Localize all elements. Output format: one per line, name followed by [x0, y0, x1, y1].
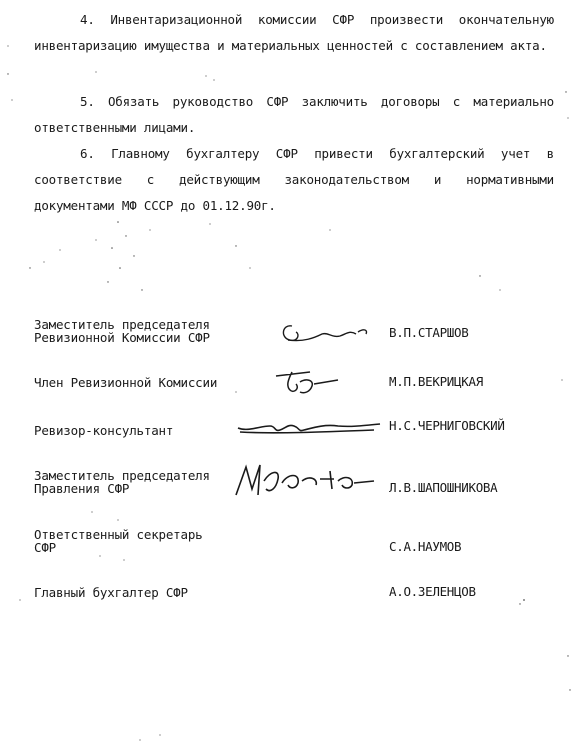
signatory-row [34, 528, 554, 568]
signatory-row [34, 318, 554, 358]
signatory-title: Заместитель председателя Правления СФР [34, 468, 210, 496]
handwritten-signature [270, 366, 350, 400]
signatory-title: Заместитель председателя Ревизионной Комиссии СФР [34, 317, 210, 345]
signatory-name: Н.С.ЧЕРНИГОВСКИЙ [389, 418, 505, 433]
paragraph-text: 6. Главному бухгалтеру СФР привести бухгалтерский учет в соответствие с действующим законодательством и нормативными документами МФ СССР до 01.12.90г. [34, 146, 554, 213]
handwritten-signature [234, 414, 384, 440]
signatory-name: Л.В.ШАПОШНИКОВА [389, 480, 498, 495]
signatory-row [34, 420, 554, 460]
paragraph-item-5 [34, 89, 554, 141]
signatory-title: Ревизор-консультант [34, 423, 174, 438]
signatory-row [34, 582, 554, 622]
signatory-name: С.А.НАУМОВ [389, 539, 462, 554]
signatory-title: Член Ревизионной Комиссии [34, 375, 218, 390]
signatory-row [34, 374, 554, 414]
signatory-name: А.О.ЗЕЛЕНЦОВ [389, 584, 476, 599]
paragraph-item-6 [34, 141, 554, 219]
signatory-title: Ответственный секретарь СФР [34, 527, 203, 555]
paragraph-item-4 [34, 7, 554, 59]
signatory-row [34, 469, 554, 509]
paragraph-text: 5. Обязать руководство СФР заключить договоры с материально ответственными лицами. [34, 94, 554, 135]
signatory-title: Главный бухгалтер СФР [34, 585, 188, 600]
handwritten-signature [274, 312, 374, 352]
handwritten-signature [230, 459, 380, 503]
signatory-name: В.П.СТАРШОВ [389, 325, 469, 340]
signatory-name: М.П.ВЕКРИЦКАЯ [389, 374, 483, 389]
paragraph-text: 4. Инвентаризационной комиссии СФР произвести окончательную инвентаризацию имущества и материальных ценностей с составлением акта. [34, 12, 554, 53]
